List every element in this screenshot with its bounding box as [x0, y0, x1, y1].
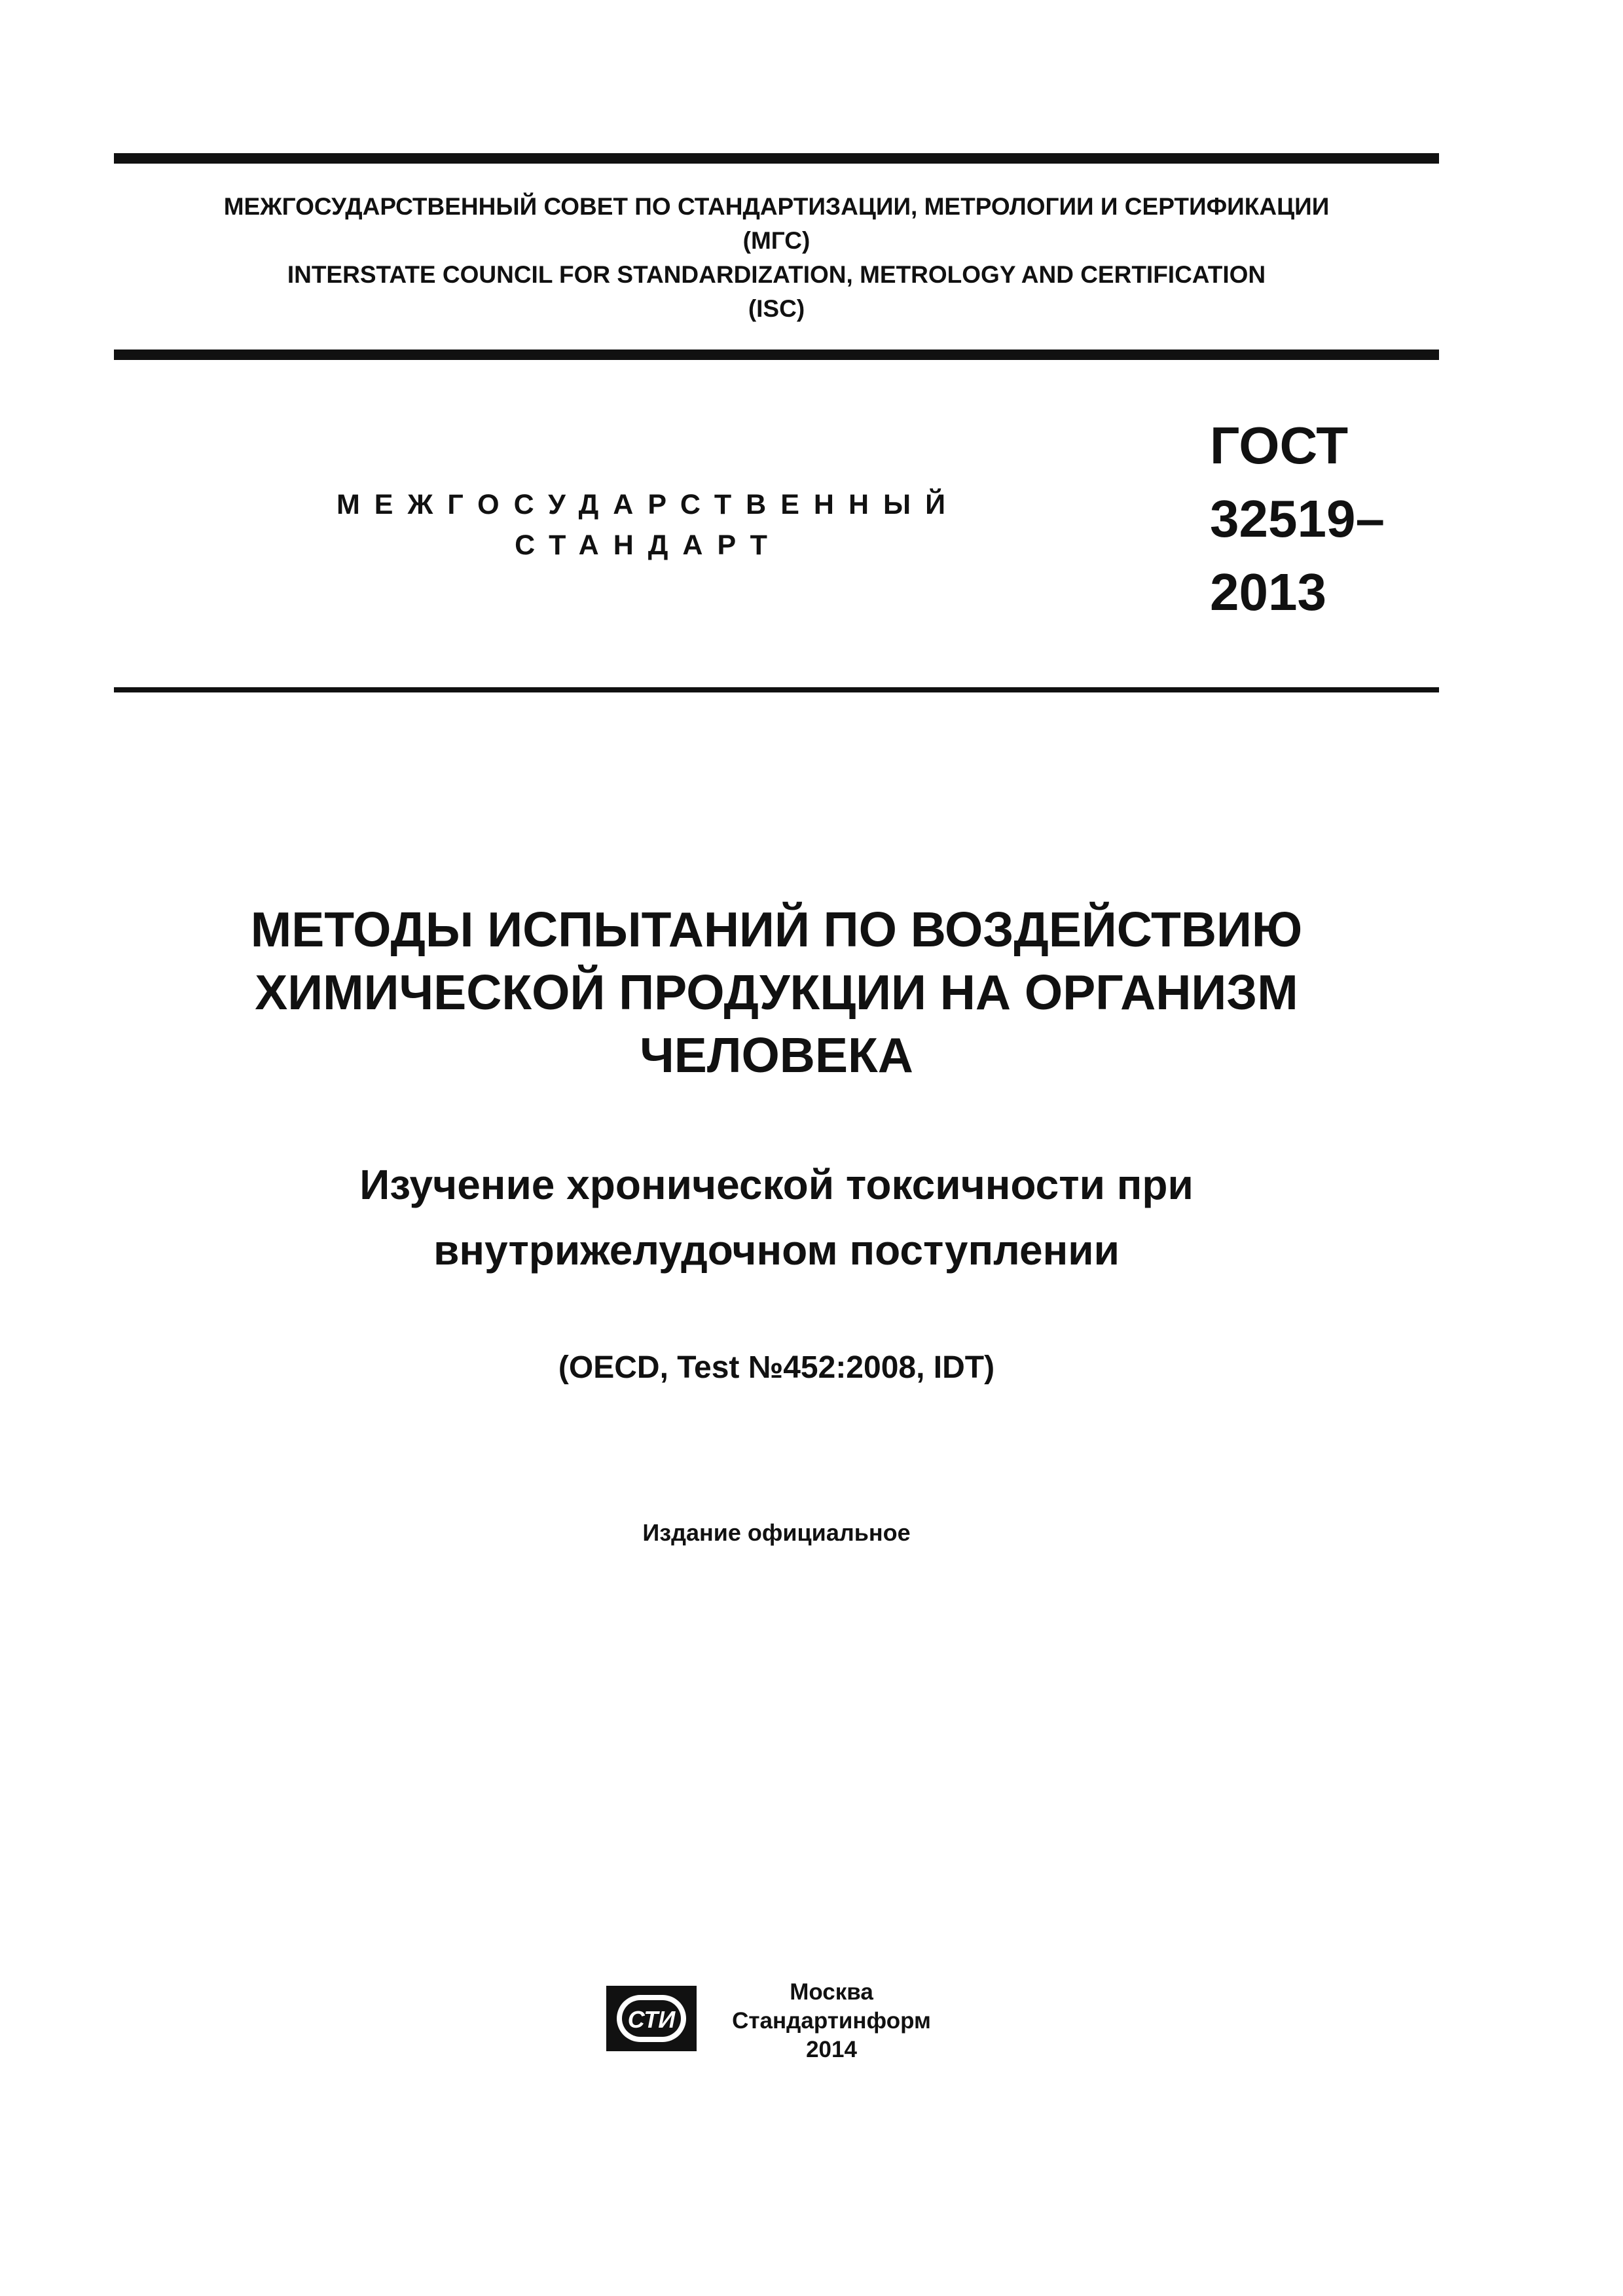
title-line-2: ХИМИЧЕСКОЙ ПРОДУКЦИИ НА ОРГАНИЗМ	[255, 965, 1298, 1020]
standard-type-label	[301, 484, 995, 565]
gost-number	[1210, 409, 1385, 629]
council-abbr-ru: (МГС)	[742, 227, 811, 254]
gost-code: 32519–	[1210, 490, 1385, 548]
subtitle-line-1: Изучение хронической токсичности при	[359, 1161, 1194, 1208]
title-line-1: МЕТОДЫ ИСПЫТАНИЙ ПО ВОЗДЕЙСТВИЮ	[250, 902, 1303, 957]
logo-text: СТИ	[627, 2006, 676, 2033]
council-abbr-en: (ISC)	[748, 295, 805, 322]
standard-type-line2: СТАНДАРТ	[515, 529, 782, 561]
oecd-reference: (OECD, Test №452:2008, IDT)	[558, 1350, 995, 1385]
document-title	[114, 898, 1439, 1086]
publisher-block	[714, 1978, 949, 2064]
council-name-ru: МЕЖГОСУДАРСТВЕННЫЙ СОВЕТ ПО СТАНДАРТИЗАЦИИ, МЕТРОЛОГИИ И СЕРТИФИКАЦИИ	[223, 193, 1330, 220]
publisher-city: Москва	[790, 1979, 873, 2005]
publisher-year: 2014	[806, 2037, 857, 2062]
standartinform-logo-icon	[602, 1982, 701, 2055]
title-line-3: ЧЕЛОВЕКА	[640, 1028, 913, 1083]
document-subtitle	[114, 1152, 1439, 1283]
top-divider	[114, 153, 1439, 164]
edition-note: Издание официальное	[642, 1519, 911, 1546]
standard-type-line1: МЕЖГОСУДАРСТВЕННЫЙ	[336, 489, 960, 520]
publisher-name: Стандартинформ	[732, 2008, 931, 2034]
gost-year: 2013	[1210, 563, 1326, 621]
header-divider	[114, 350, 1439, 360]
subtitle-line-2: внутрижелудочном поступлении	[433, 1227, 1120, 1274]
council-header	[114, 190, 1439, 326]
council-name-en: INTERSTATE COUNCIL FOR STANDARDIZATION, METROLOGY AND CERTIFICATION	[287, 261, 1266, 288]
gost-prefix: ГОСТ	[1210, 416, 1349, 475]
title-divider	[114, 687, 1439, 692]
